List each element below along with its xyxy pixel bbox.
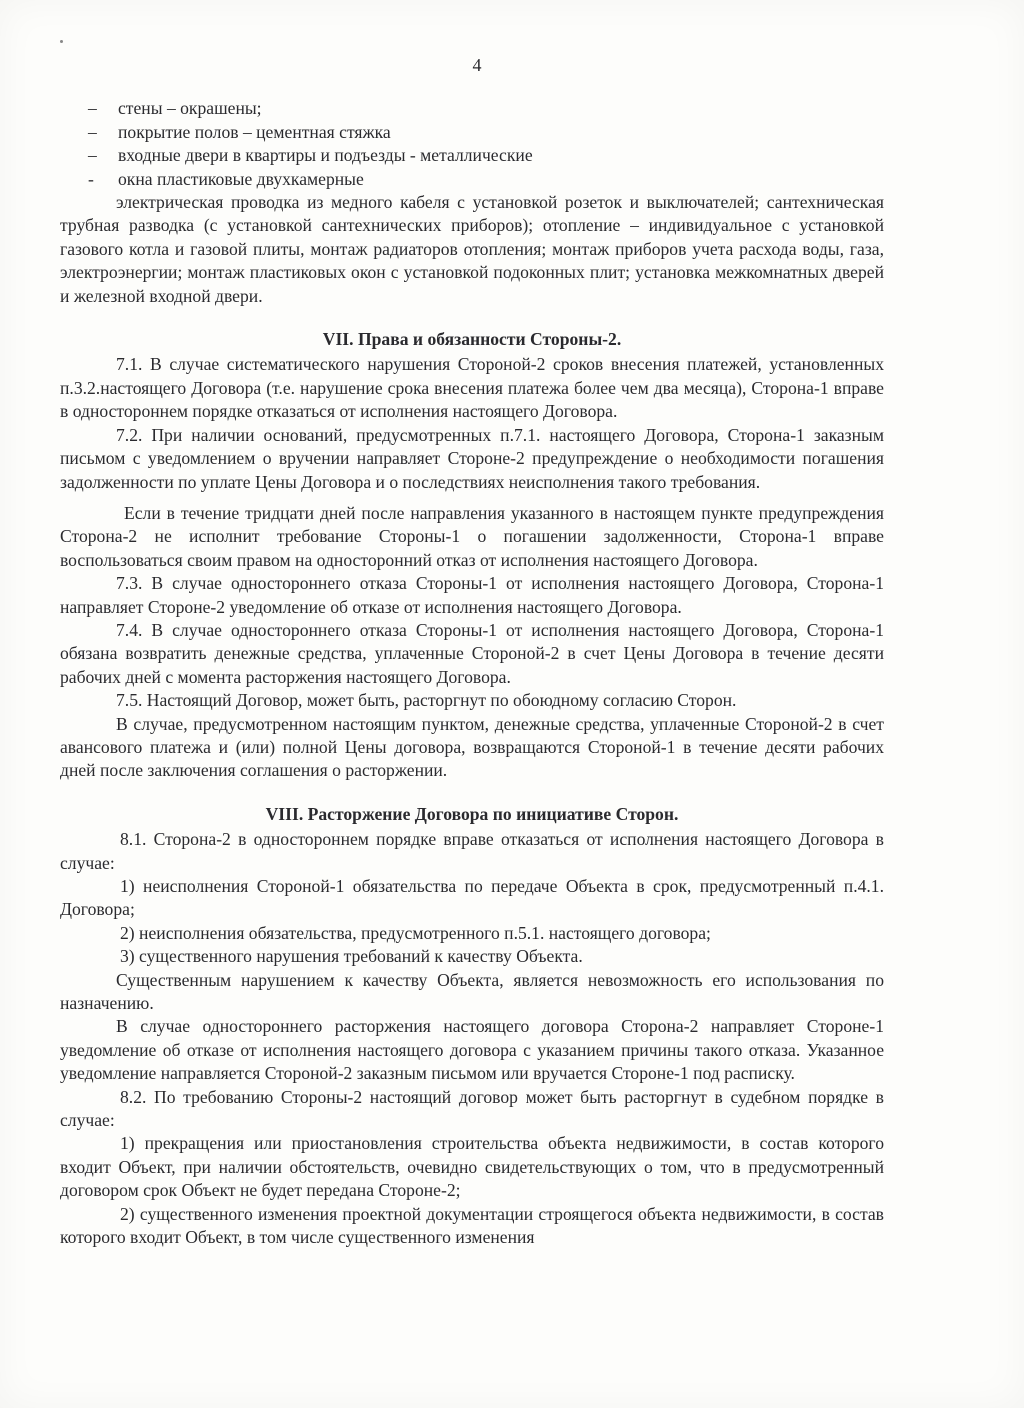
clause-8-2-item-1: 1) прекращения или приостановления строительства объекта недвижимости, в состав которого входит Объект, при наличии обстоятельств, очевидно свидетельствующих о том, что в предусмотренный договором срок Объект не будет передана Стороне-2; <box>60 1133 884 1201</box>
section-8-title: VIII. Расторжение Договора по инициативе Сторон. <box>265 803 679 824</box>
list-dash: – <box>88 145 97 166</box>
clause-8-1-notice: В случае одностороннего расторжения настоящего договора Сторона-2 направляет Стороне-1 уведомление об отказе от исполнения настоящего договора с указанием причины такого отказа. Указанное уведомление направляется Стороной-2 заказным письмом или вручается Стороне-1 под расписку. <box>60 1016 884 1084</box>
list-item-text: покрытие полов – цементная стяжка <box>118 121 391 142</box>
finishing-list <box>60 97 884 191</box>
list-item <box>60 121 884 144</box>
list-dash: - <box>88 168 94 189</box>
section-7-title: VII. Права и обязанности Стороны-2. <box>322 329 622 350</box>
list-dash: – <box>88 121 97 142</box>
clause-7-2: 7.2. При наличии оснований, предусмотренных п.7.1. настоящего Договора, Сторона-1 заказным письмом с уведомлением о вручении направляет Стороне-2 предупреждение о необходимости погашения задолженности по уплате Цены Договора и о последствиях неисполнения такого требования. <box>60 424 884 492</box>
clause-8-1: 8.1. Сторона-2 в одностороннем порядке вправе отказаться от исполнения настоящего Договора в случае: <box>60 829 884 873</box>
page-number: 4 <box>472 55 482 75</box>
list-item <box>60 144 884 167</box>
list-item <box>60 168 884 191</box>
list-item-text: стены – окрашены; <box>118 98 262 119</box>
clause-7-3: 7.3. В случае одностороннего отказа Стороны-1 от исполнения настоящего Договора, Сторона-1 направляет Стороне-2 уведомление об отказе от исполнения настоящего Договора. <box>60 573 884 617</box>
list-dash: – <box>88 98 97 119</box>
clause-8-1-item-1: 1) неисполнения Стороной-1 обязательства по передаче Объекта в срок, предусмотренный п.4.1. Договора; <box>60 876 884 920</box>
paragraph-gap <box>60 494 884 502</box>
clause-7-2-continuation: Если в течение тридцати дней после направления указанного в настоящем пункте предупреждения Сторона-2 не исполнит требование Стороны-1 о погашении задолженности, Сторона-1 вправе воспользоваться своим правом на односторонний отказ от исполнения настоящего Договора. <box>60 502 884 570</box>
clause-7-4: 7.4. В случае одностороннего отказа Стороны-1 от исполнения настоящего Договора, Сторона-1 обязана возвратить денежные средства, уплаченные Стороной-2 в счет Цены Договора в течение десяти рабочих дней с момента расторжения настоящего Договора. <box>60 619 884 687</box>
clause-8-2-item-2: 2) существенного изменения проектной документации строящегося объекта недвижимости, в состав которого входит Объект, в том числе существенного изменения <box>60 1203 884 1248</box>
clause-8-1-item-3: 3) существенного нарушения требований к качеству Объекта. <box>120 946 583 967</box>
clause-8-1-item-2: 2) неисполнения обязательства, предусмотренного п.5.1. настоящего договора; <box>120 922 711 943</box>
list-item-text: окна пластиковые двухкамерные <box>118 168 364 189</box>
list-item <box>60 97 884 120</box>
list-item-text: входные двери в квартиры и подъезды - металлические <box>118 145 533 166</box>
clause-7-1: 7.1. В случае систематического нарушения Стороной-2 сроков внесения платежей, установленных п.3.2.настоящего Договора (т.е. нарушение срока внесения платежа более чем два месяца), Сторона-1 вправе в одностороннем порядке отказаться от исполнения настоящего Договора. <box>60 354 884 422</box>
clause-7-5: 7.5. Настоящий Договор, может быть, расторгнут по обоюдному согласию Сторон. <box>116 690 737 711</box>
clause-7-5-continuation: В случае, предусмотренном настоящим пунктом, денежные средства, уплаченные Стороной-2 в счет авансового платежа и (или) полной Цены договора, возвращаются Стороной-1 в течение десяти рабочих дней после заключения соглашения о расторжении. <box>60 713 884 781</box>
document-body <box>60 54 884 1250</box>
scan-speck <box>60 40 63 43</box>
clause-8-2: 8.2. По требованию Стороны-2 настоящий договор может быть расторгнут в судебном порядке в случае: <box>60 1086 884 1131</box>
clause-8-1-definition: Существенным нарушением к качеству Объекта, является невозможность его использования по назначению. <box>60 969 884 1014</box>
intro-paragraph: электрическая проводка из медного кабеля с установкой розеток и выключателей; сантехническая трубная разводка (с установкой сантехнических приборов); отопление – индивидуальное с установкой газового котла и газовой плиты, монтаж радиаторов отопления; монтаж приборов учета расхода воды, газа, электроэнергии; монтаж пластиковых окон с установкой подоконных плит; установка межкомнатных дверей и железной входной двери. <box>60 192 884 306</box>
